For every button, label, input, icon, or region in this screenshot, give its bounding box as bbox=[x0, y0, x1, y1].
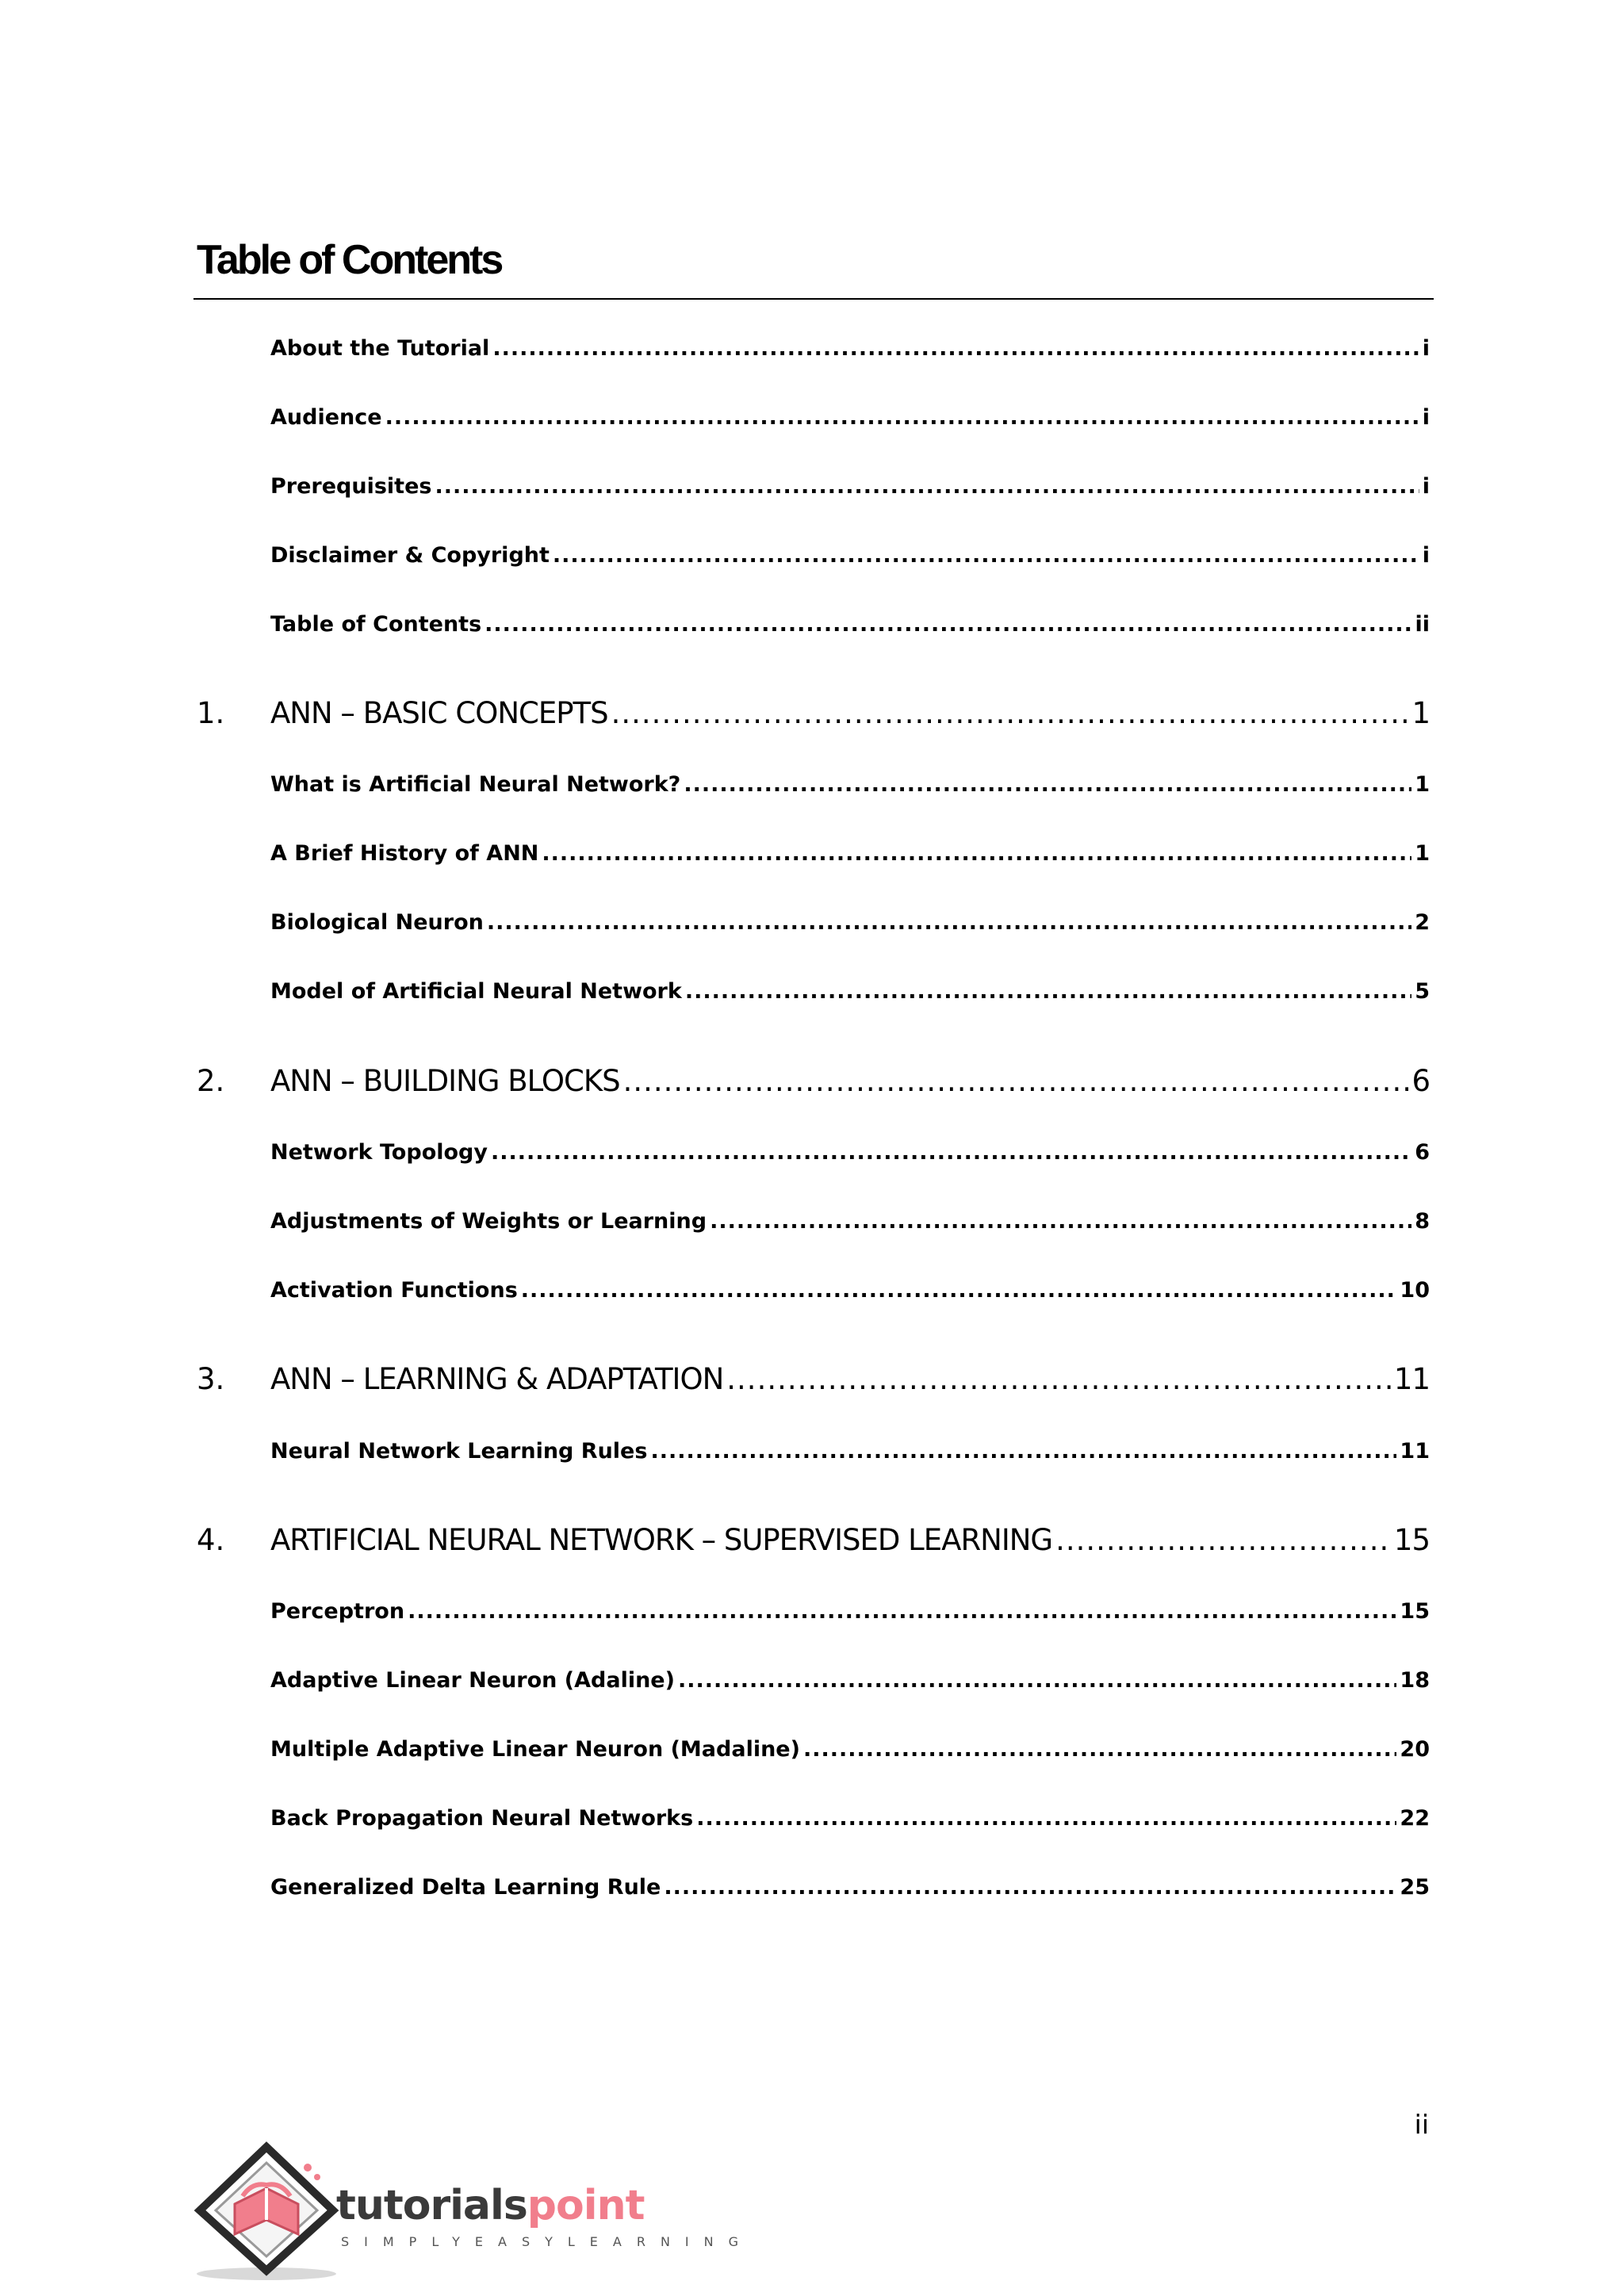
toc-chapter[interactable] bbox=[270, 696, 1430, 739]
toc-entry[interactable] bbox=[270, 1737, 1430, 1769]
toc-entry-label: Generalized Delta Learning Rule bbox=[270, 1875, 661, 1900]
logo-word-part1: tutorials bbox=[336, 2182, 527, 2229]
toc-entry-page: 6 bbox=[1415, 1140, 1430, 1165]
toc-chapter-title: ANN – LEARNING & ADAPTATION bbox=[270, 1362, 724, 1396]
toc-chapter-title: ANN – BUILDING BLOCKS bbox=[270, 1064, 620, 1098]
toc-leader-dots bbox=[385, 405, 1419, 430]
logo-tagline: SIMPLYEASYLEARNING bbox=[341, 2234, 754, 2249]
toc-entry-label: Adaptive Linear Neuron (Adaline) bbox=[270, 1668, 675, 1693]
toc-leader-dots bbox=[710, 1209, 1411, 1234]
toc-entry[interactable] bbox=[270, 405, 1430, 437]
toc-entry-page: 8 bbox=[1415, 1209, 1430, 1234]
toc-entry[interactable] bbox=[270, 612, 1430, 644]
toc-entry[interactable] bbox=[270, 1875, 1430, 1907]
toc-chapter-page: 6 bbox=[1411, 1064, 1430, 1098]
toc-leader-dots bbox=[726, 1362, 1391, 1396]
toc-entry-label: Adjustments of Weights or Learning bbox=[270, 1209, 707, 1234]
toc-entry[interactable] bbox=[270, 1439, 1430, 1471]
toc-leader-dots bbox=[485, 612, 1411, 637]
toc-entry-page: 1 bbox=[1415, 841, 1430, 866]
toc-entry[interactable] bbox=[270, 772, 1430, 804]
toc-leader-dots bbox=[685, 979, 1411, 1004]
toc-entry[interactable] bbox=[270, 1140, 1430, 1172]
toc-leader-dots bbox=[408, 1599, 1396, 1624]
toc-entry[interactable] bbox=[270, 1668, 1430, 1700]
toc-entry-label: Back Propagation Neural Networks bbox=[270, 1806, 694, 1831]
toc-entry-page: 2 bbox=[1415, 910, 1430, 935]
toc-entry-label: Disclaimer & Copyright bbox=[270, 543, 550, 568]
chapter-number: 3. bbox=[197, 1362, 225, 1396]
toc-entry[interactable] bbox=[270, 979, 1430, 1011]
toc-entry-page: 11 bbox=[1400, 1439, 1430, 1464]
toc-leader-dots bbox=[542, 841, 1411, 866]
toc-entry[interactable] bbox=[270, 1278, 1430, 1310]
toc-entry-label: Table of Contents bbox=[270, 612, 482, 637]
toc-entry-label: What is Artificial Neural Network? bbox=[270, 772, 681, 797]
toc-leader-dots bbox=[803, 1737, 1396, 1762]
toc-entry-label: About the Tutorial bbox=[270, 336, 490, 361]
toc-entry-page: i bbox=[1422, 474, 1430, 499]
toc-entry-page: i bbox=[1422, 543, 1430, 568]
toc-entry-page: 22 bbox=[1400, 1806, 1430, 1831]
toc-entry-label: A Brief History of ANN bbox=[270, 841, 539, 866]
page-number: ii bbox=[1414, 2109, 1429, 2140]
toc-chapter[interactable] bbox=[270, 1523, 1430, 1566]
chapter-number: 4. bbox=[197, 1523, 225, 1557]
toc-entry-label: Network Topology bbox=[270, 1140, 488, 1165]
toc-entry-page: ii bbox=[1415, 612, 1430, 637]
toc-entry-page: 1 bbox=[1415, 772, 1430, 797]
toc-leader-dots bbox=[650, 1439, 1396, 1464]
toc-leader-dots bbox=[611, 696, 1409, 730]
logo-word-part2: point bbox=[527, 2182, 645, 2229]
tutorialspoint-diamond-logo-icon bbox=[193, 2141, 344, 2283]
toc-leader-dots bbox=[491, 1140, 1411, 1165]
toc-chapter-title: ARTIFICIAL NEURAL NETWORK – SUPERVISED LEARNING bbox=[270, 1523, 1053, 1557]
toc-entry[interactable] bbox=[270, 474, 1430, 506]
toc-chapter-page: 1 bbox=[1411, 696, 1430, 730]
toc-chapter-title: ANN – BASIC CONCEPTS bbox=[270, 696, 608, 730]
toc-entry-label: Multiple Adaptive Linear Neuron (Madaline) bbox=[270, 1737, 800, 1762]
toc-leader-dots bbox=[487, 910, 1411, 935]
page-title: Table of Contents bbox=[197, 237, 502, 283]
toc-chapter[interactable] bbox=[270, 1064, 1430, 1107]
toc-leader-dots bbox=[623, 1064, 1409, 1098]
toc-entry[interactable] bbox=[270, 1599, 1430, 1631]
toc-leader-dots bbox=[521, 1278, 1397, 1303]
toc-entry[interactable] bbox=[270, 841, 1430, 873]
toc-leader-dots bbox=[664, 1875, 1396, 1900]
toc-leader-dots bbox=[553, 543, 1419, 568]
logo-wordmark bbox=[336, 2182, 644, 2229]
toc-entry-page: i bbox=[1422, 405, 1430, 430]
toc-entry[interactable] bbox=[270, 1209, 1430, 1241]
toc-leader-dots bbox=[684, 772, 1411, 797]
toc-entry-page: 10 bbox=[1400, 1278, 1430, 1303]
toc-entry-label: Neural Network Learning Rules bbox=[270, 1439, 648, 1464]
toc-leader-dots bbox=[435, 474, 1419, 499]
tutorialspoint-logo bbox=[193, 2141, 754, 2283]
toc-leader-dots bbox=[492, 336, 1419, 361]
toc-leader-dots bbox=[678, 1668, 1396, 1693]
toc-chapter-page: 11 bbox=[1393, 1362, 1430, 1396]
toc-entry-page: 25 bbox=[1400, 1875, 1430, 1900]
toc-entry-label: Perceptron bbox=[270, 1599, 405, 1624]
toc-entry-label: Biological Neuron bbox=[270, 910, 484, 935]
chapter-number: 1. bbox=[197, 696, 225, 730]
toc-entry-page: 18 bbox=[1400, 1668, 1430, 1693]
toc-entry-label: Model of Artificial Neural Network bbox=[270, 979, 682, 1004]
chapter-number: 2. bbox=[197, 1064, 225, 1098]
toc-entry[interactable] bbox=[270, 543, 1430, 575]
toc-entry[interactable] bbox=[270, 910, 1430, 942]
toc-chapter-page: 15 bbox=[1393, 1523, 1430, 1557]
title-underline bbox=[193, 298, 1434, 300]
toc-leader-dots bbox=[1055, 1523, 1391, 1557]
toc-entry-page: 15 bbox=[1400, 1599, 1430, 1624]
toc-entry-label: Audience bbox=[270, 405, 382, 430]
toc-entry-label: Prerequisites bbox=[270, 474, 432, 499]
toc-entry-page: 20 bbox=[1400, 1737, 1430, 1762]
toc-leader-dots bbox=[696, 1806, 1396, 1831]
toc-chapter[interactable] bbox=[270, 1362, 1430, 1405]
toc-entry-page: i bbox=[1422, 336, 1430, 361]
toc-entry-label: Activation Functions bbox=[270, 1278, 518, 1303]
toc-entry-page: 5 bbox=[1415, 979, 1430, 1004]
toc-entry[interactable] bbox=[270, 336, 1430, 368]
toc-entry[interactable] bbox=[270, 1806, 1430, 1838]
